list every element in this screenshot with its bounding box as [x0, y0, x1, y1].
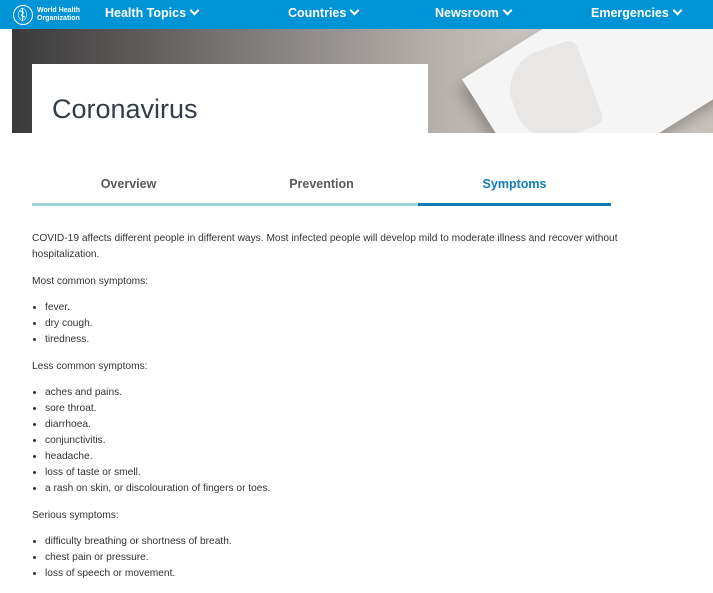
nav-emergencies-label: Emergencies — [591, 6, 669, 20]
list-item: • diarrhoea. — [45, 417, 622, 433]
nav-newsroom[interactable] — [435, 0, 511, 29]
chevron-down-icon — [502, 6, 512, 16]
chevron-down-icon — [350, 6, 360, 16]
nav-countries[interactable] — [288, 0, 358, 29]
tab-bar — [32, 165, 611, 207]
symptom-list-most-common — [32, 300, 622, 348]
chevron-down-icon — [672, 6, 682, 16]
list-item: • fever. — [45, 300, 622, 316]
chevron-down-icon — [190, 6, 200, 16]
logo-text-line-1: World Health — [37, 6, 81, 14]
section-heading-less-common: Less common symptoms: — [32, 361, 148, 372]
nav-health-topics-label: Health Topics — [105, 6, 187, 20]
intro-paragraph: COVID-19 affects different people in different ways. Most infected people will develop mild to moderate illness and recover without hospitalization. — [32, 233, 618, 260]
symptom-list-less-common — [32, 385, 622, 497]
list-item: • headache. — [45, 449, 622, 465]
section-heading-most-common: Most common symptoms: — [32, 276, 149, 287]
who-emblem-icon — [13, 5, 33, 25]
list-item: • conjunctivitis. — [45, 433, 622, 449]
logo-text-line-2: Organization — [37, 14, 80, 22]
tab-symptoms[interactable]: Symptoms — [418, 165, 611, 206]
who-logo[interactable] — [13, 3, 80, 26]
list-item: • chest pain or pressure. — [45, 550, 622, 566]
list-item: • loss of speech or movement. — [45, 566, 622, 582]
section-heading-serious: Serious symptoms: — [32, 510, 119, 521]
page-title: Coronavirus — [52, 94, 198, 124]
list-item: • loss of taste or smell. — [45, 465, 622, 481]
hero-title-card — [32, 64, 428, 133]
top-navigation-bar — [0, 0, 713, 29]
nav-health-topics[interactable] — [105, 0, 198, 29]
symptom-list-serious — [32, 534, 622, 582]
list-item: • tiredness. — [45, 332, 622, 348]
nav-emergencies[interactable] — [591, 0, 681, 29]
nav-countries-label: Countries — [288, 6, 347, 20]
list-item: • sore throat. — [45, 401, 622, 417]
list-item: • difficulty breathing or shortness of breath. — [45, 534, 622, 550]
nav-newsroom-label: Newsroom — [435, 6, 499, 20]
tab-prevention[interactable]: Prevention — [225, 165, 418, 206]
list-item: • a rash on skin, or discolouration of fingers or toes. — [45, 481, 622, 497]
list-item: • aches and pains. — [45, 385, 622, 401]
tab-overview[interactable]: Overview — [32, 165, 225, 206]
symptoms-content — [32, 231, 622, 593]
list-item: • dry cough. — [45, 316, 622, 332]
